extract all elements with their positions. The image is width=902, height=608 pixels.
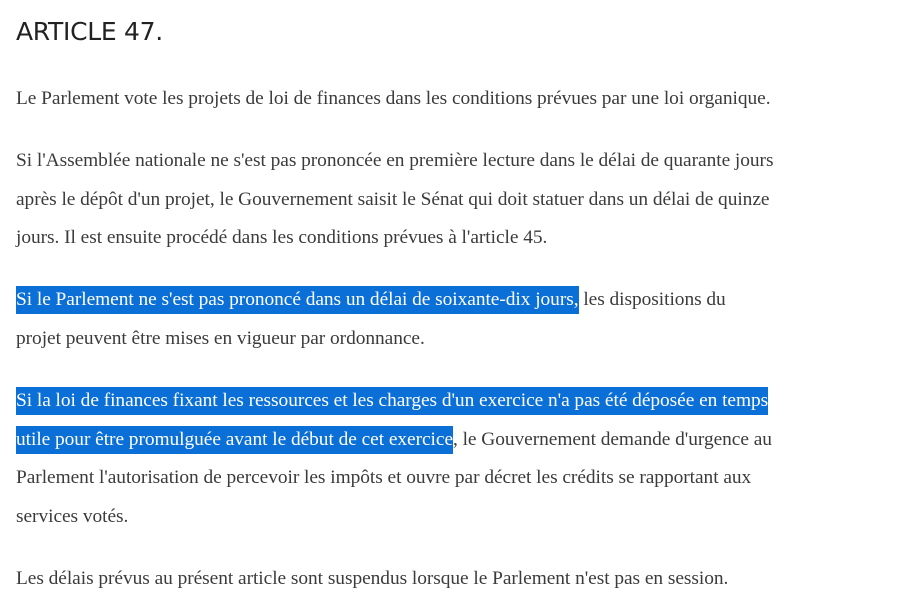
paragraph-3-line-1-rest: les dispositions du (578, 289, 726, 310)
paragraph-3-line-1 (16, 281, 886, 320)
paragraph-4-line-2 (16, 421, 886, 460)
paragraph-2-line-1: Si l'Assemblée nationale ne s'est pas prononcée en première lecture dans le délai de quarante jours (16, 150, 774, 171)
paragraph-1 (16, 80, 886, 119)
paragraph-3 (16, 281, 886, 358)
selected-text[interactable]: Si le Parlement ne s'est pas prononcé dans un délai de soixante-dix jours, (16, 286, 579, 314)
article-title: ARTICLE 47. (16, 17, 163, 46)
paragraph-2-line-3: jours. Il est ensuite procédé dans les conditions prévues à l'article 45. (16, 227, 548, 249)
selected-text[interactable]: Si la loi de finances fixant les ressources et les charges d'un exercice n'a pas été déposée en temps (16, 387, 768, 415)
article-container (16, 0, 886, 589)
paragraph-4-line-4: services votés. (16, 505, 129, 527)
paragraph-4-line-2-rest: , le Gouvernement demande d'urgence au (453, 428, 772, 450)
paragraph-4-line-1 (16, 382, 886, 421)
paragraph-4-line-3: Parlement l'autorisation de percevoir les impôts et ouvre par décret les crédits se rapportant aux (16, 467, 752, 489)
paragraph-5-text: Les délais prévus au présent article sont suspendus lorsque le Parlement n'est pas en session. (16, 568, 729, 589)
selected-text[interactable]: utile pour être promulguée avant le début de cet exercice (16, 426, 453, 454)
paragraph-5 (16, 560, 886, 599)
paragraph-1-text: Le Parlement vote les projets de loi de finances dans les conditions prévues par une loi organique. (16, 88, 771, 109)
paragraph-2 (16, 142, 886, 258)
paragraph-3-line-2: projet peuvent être mises en vigueur par ordonnance. (16, 327, 425, 349)
paragraph-4 (16, 382, 886, 536)
paragraph-2-line-2: après le dépôt d'un projet, le Gouvernement saisit le Sénat qui doit statuer dans un délai de quinze (16, 188, 770, 210)
